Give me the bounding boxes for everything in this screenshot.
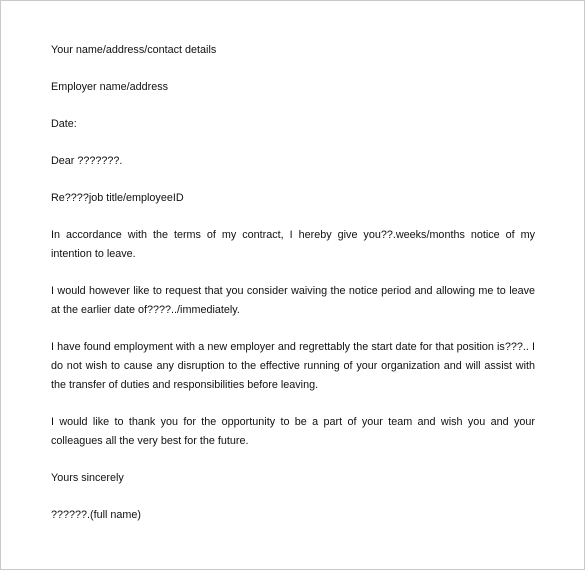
paragraph-notice: In accordance with the terms of my contract, I hereby give you??.weeks/months notice of my intention to leave.: [51, 229, 535, 260]
paragraph-thanks: I would like to thank you for the opportunity to be a part of your team and wish you and your colleagues all the very best for the future.: [51, 416, 535, 447]
signature-line: ??????.(full name): [51, 509, 142, 521]
salutation: Dear ???????.: [51, 155, 123, 167]
paragraph-new-employment: I have found employment with a new employer and regrettably the start date for that position is???.. I do not wish to cause any disruption to the effective running of your organization and will assist with the transfer of duties and responsibilities before leaving.: [51, 341, 535, 391]
paragraph-waiver-request: I would however like to request that you consider waiving the notice period and allowing me to leave at the earlier date of????../immediately.: [51, 285, 535, 316]
sender-details: Your name/address/contact details: [51, 44, 217, 56]
employer-details: Employer name/address: [51, 81, 169, 93]
closing-line: Yours sincerely: [51, 472, 124, 484]
letter-content: [51, 41, 535, 543]
subject-line: Re????job title/employeeID: [51, 192, 184, 204]
date-line: Date:: [51, 118, 77, 130]
